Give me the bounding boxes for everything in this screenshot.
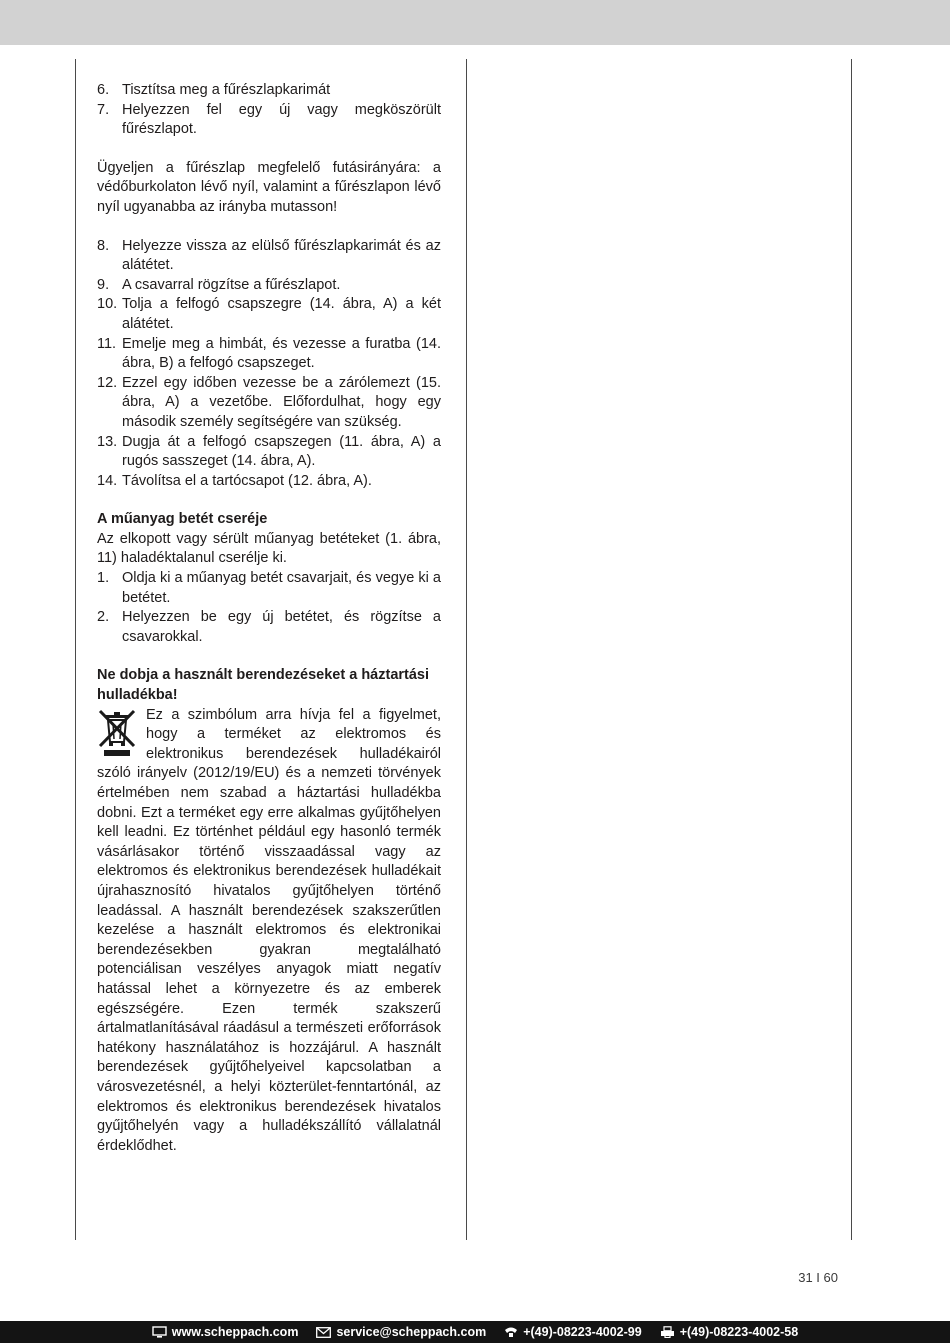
list-item — [97, 81, 441, 101]
numbered-list-plastic-insert — [97, 569, 441, 647]
list-item — [97, 374, 441, 433]
footer-phone-text: +(49)-08223-4002-99 — [523, 1325, 642, 1339]
list-item-number: 10. — [97, 296, 118, 313]
list-item-number: 11. — [97, 335, 117, 352]
list-item-text: Tolja a felfogó csapszegre (14. ábra, A) a két alátétet. — [122, 296, 441, 332]
numbered-list-blade-mounting — [97, 237, 441, 492]
page-number: 31 I 60 — [798, 1270, 838, 1285]
left-text-column — [97, 81, 441, 1156]
footer-email-link[interactable] — [316, 1325, 486, 1339]
paragraph-disposal — [97, 706, 441, 1157]
footer-email-text: service@scheppach.com — [336, 1325, 487, 1339]
list-item-text: Helyezzen be egy új betétet, és rögzítse a csavarokkal. — [122, 609, 441, 645]
list-item-text: Ezzel egy időben vezesse be a zárólemezt (15. ábra, A) a vezetőbe. Előfordulhat, hogy egy második személy segítségére van szükség. — [122, 374, 441, 430]
disposal-text: Ez a szimbólum arra hívja fel a figyelmet, hogy a terméket az elektromos és elektronikus berendezések hulladékairól szóló irányelv (2012/19/EU) és a nemzeti törvények értelmében nem szabad a háztartási hulladékba dobni. Ezt a terméket egy erre alkalmas gyűjtőhelyen kell leadni. Ez történhet például egy hasonló termék vásárlásakor történő visszaadással vagy az elektromos és elektronikus berendezések hulladékait újrahasznosító hivatalos gyűjtőhelyen történő leadással. A használt berendezések szakszerűtlen kezelése a használt elektromos és elektronikai berendezésekben gyakran megtalálható potenciálisan veszélyes anyagok miatt negatív hatással lehet a környezetre és az emberek egészségére. Ezen termék szakszerű ártalmatlanításával ráadásul a természeti erőforrások hatékony használatához is hozzájárul. A használt berendezések gyűjtőhelyeivel kapcsolatban a városvezetésnél, a helyi közterület-fenntartónál, az elektromos és elektronikus berendezések hivatalos gyűjtőhelyén vagy a hulladékszállító vállalatnál érdeklődhet. — [97, 706, 441, 1154]
column-rule-middle — [466, 59, 467, 1240]
list-item — [97, 295, 441, 334]
footer-website-text: www.scheppach.com — [171, 1325, 299, 1339]
footer-bar — [0, 1321, 950, 1343]
list-item-number: 7. — [97, 101, 110, 118]
list-item — [97, 335, 441, 374]
list-item-number: 14. — [97, 472, 118, 489]
column-rule-right — [851, 59, 852, 1240]
list-item — [97, 276, 441, 296]
envelope-icon — [316, 1327, 331, 1338]
list-item-text: Helyezzen fel egy új vagy megköszörült fűrészlapot. — [122, 101, 441, 138]
list-item-number: 8. — [97, 237, 110, 254]
list-item-text: Távolítsa el a tartócsapot (12. ábra, A). — [122, 472, 372, 489]
computer-icon — [152, 1326, 167, 1338]
header-bar — [0, 0, 950, 45]
paragraph-blade-direction: Ügyeljen a fűrészlap megfelelő futásirányára: a védőburkolaton lévő nyíl, valamint a fűrészlapon lévő nyíl ugyanabba az irányba mutasson! — [97, 159, 441, 215]
footer-fax[interactable] — [660, 1325, 799, 1339]
section-heading-disposal: Ne dobja a használt berendezéseket a háztartási hulladékba! — [97, 667, 430, 704]
fax-icon — [660, 1326, 675, 1338]
list-item-text: Helyezze vissza az elülső fűrészlapkarimát és az alátétet. — [122, 237, 441, 274]
list-item-number: 12. — [97, 374, 118, 391]
footer-phone[interactable] — [504, 1325, 642, 1339]
list-item-text: Dugja át a felfogó csapszegen (11. ábra, A) a rugós sasszeget (14. ábra, A). — [122, 433, 441, 470]
list-item — [97, 237, 441, 276]
list-item — [97, 472, 441, 492]
section-heading-plastic-insert: A műanyag betét cseréje — [97, 511, 268, 528]
list-item-number: 6. — [97, 82, 110, 98]
list-item-number: 9. — [97, 276, 110, 293]
list-item — [97, 608, 441, 647]
footer-fax-text: +(49)-08223-4002-58 — [679, 1325, 799, 1339]
list-item — [97, 101, 441, 140]
list-item-text: Tisztítsa meg a fűrészlapkarimát — [122, 82, 331, 98]
phone-icon — [504, 1326, 518, 1338]
column-rule-left — [75, 59, 76, 1240]
list-item-number: 2. — [97, 609, 110, 626]
list-item-text: Emelje meg a himbát, és vezesse a furatba (14. ábra, B) a felfogó csapszeget. — [122, 335, 441, 372]
list-item — [97, 433, 441, 472]
list-item-text: Oldja ki a műanyag betét csavarjait, és vegye ki a betétet. — [122, 570, 441, 606]
list-item — [97, 569, 441, 608]
footer-website-link[interactable] — [152, 1325, 299, 1339]
list-item-number: 1. — [97, 570, 110, 587]
list-item-text: A csavarral rögzítse a fűrészlapot. — [122, 276, 341, 293]
weee-crossed-bin-icon — [97, 709, 137, 756]
numbered-list-blade-cleaning — [97, 81, 441, 140]
paragraph-plastic-insert: Az elkopott vagy sérült műanyag betéteket (1. ábra, 11) haladéktalanul cserélje ki. — [97, 530, 441, 567]
list-item-number: 13. — [97, 433, 118, 450]
